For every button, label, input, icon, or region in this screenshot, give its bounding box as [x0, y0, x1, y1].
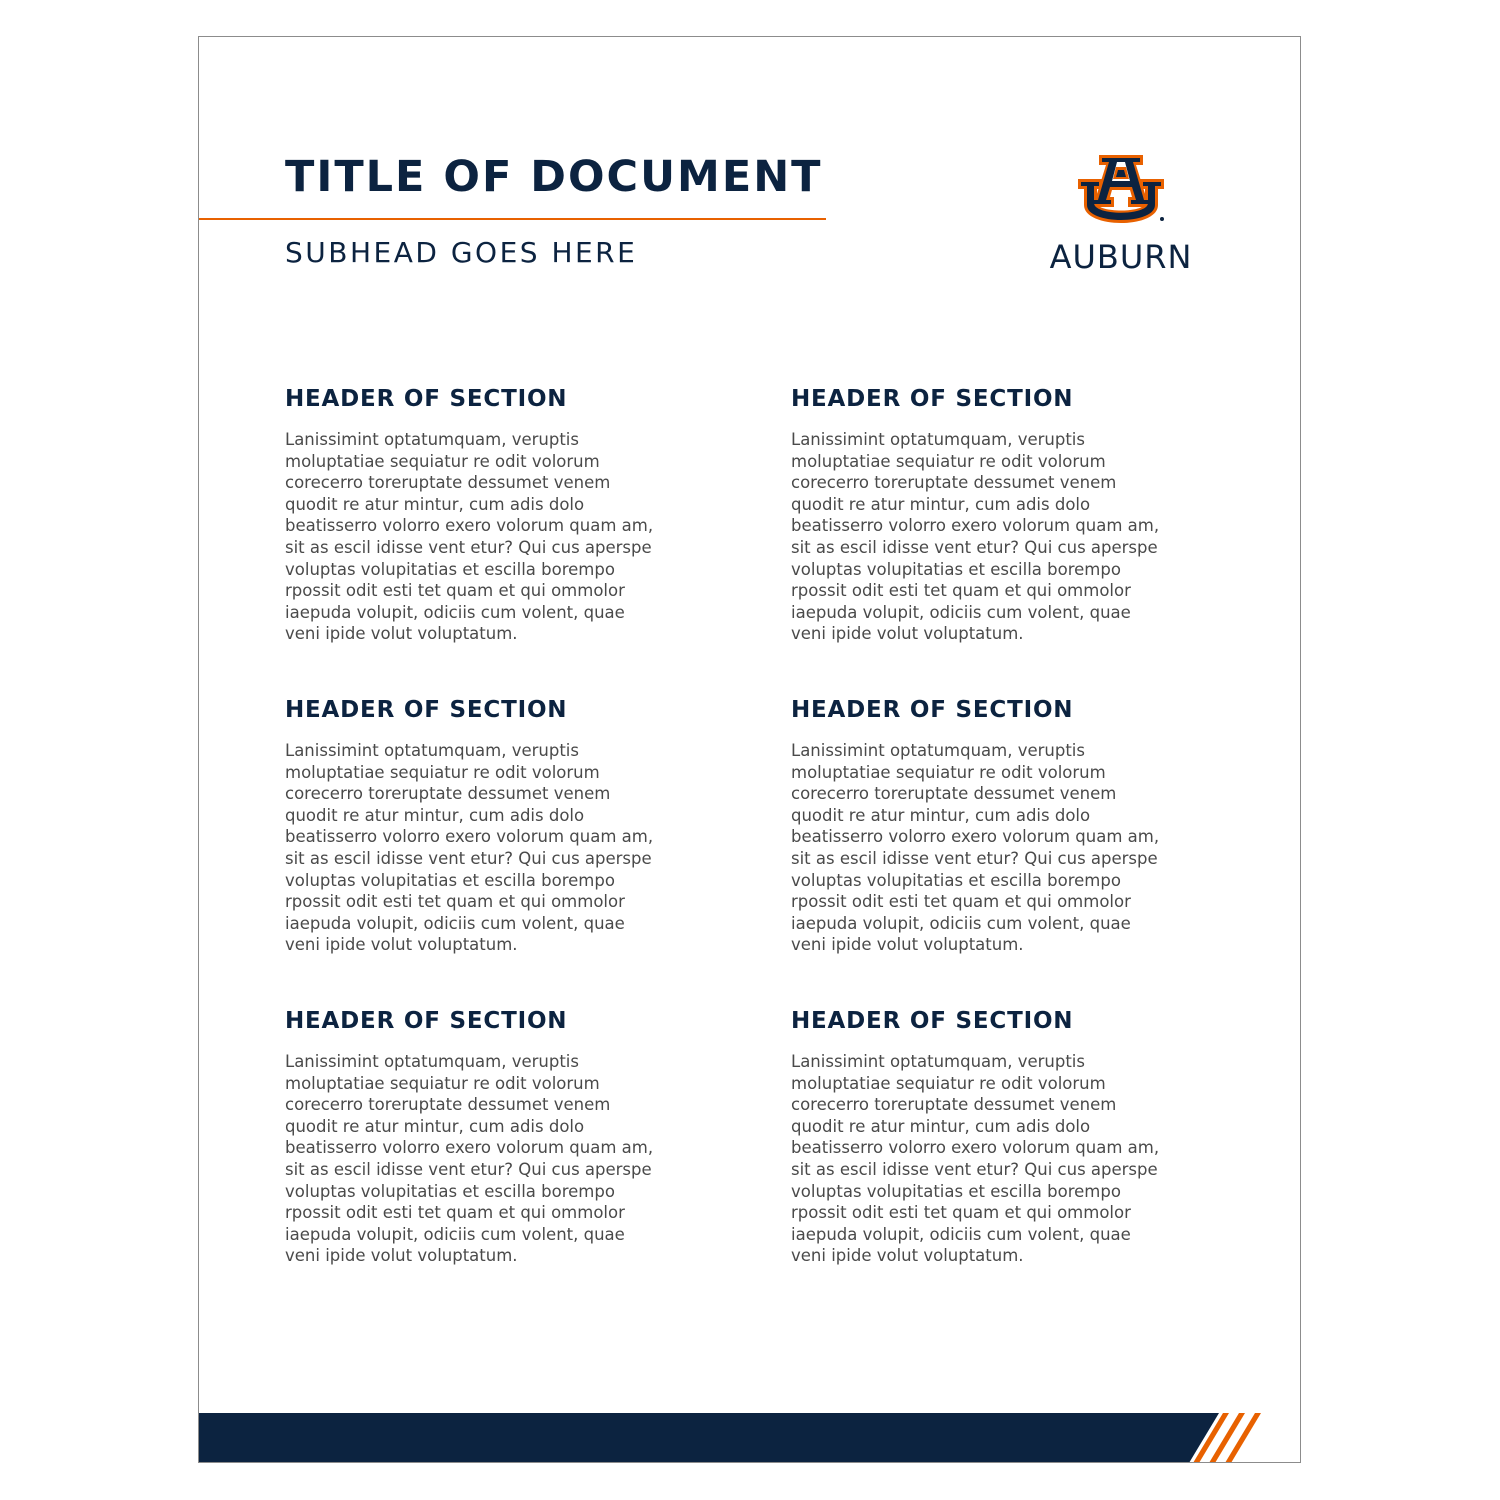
au-monogram-icon [1076, 153, 1166, 227]
document-subhead: SUBHEAD GOES HERE [285, 236, 638, 269]
section-body: Lanissimint optatumquam, veruptis moluptatiae sequiatur re odit volorum corecerro toreruptate dessumet venem quodit re atur mintur, cum adis dolo beatisserro volorro exero volorum quam am, sit as escil idisse vent etur? Qui cus aperspe voluptas volupitatias et escilla borempo rpossit odit esti tet quam et qui ommolor iaepuda volupit, odiciis cum volent, quae veni ipide volut voluptatum. [285, 1052, 654, 1266]
section-6 [791, 1001, 1171, 1267]
section-header: HEADER OF SECTION [285, 1008, 568, 1034]
section-5 [285, 1001, 665, 1267]
section-body: Lanissimint optatumquam, veruptis moluptatiae sequiatur re odit volorum corecerro toreruptate dessumet venem quodit re atur mintur, cum adis dolo beatisserro volorro exero volorum quam am, sit as escil idisse vent etur? Qui cus aperspe voluptas volupitatias et escilla borempo rpossit odit esti tet quam et qui ommolor iaepuda volupit, odiciis cum volent, quae veni ipide volut voluptatum. [285, 430, 654, 644]
section-body: Lanissimint optatumquam, veruptis moluptatiae sequiatur re odit volorum corecerro toreruptate dessumet venem quodit re atur mintur, cum adis dolo beatisserro volorro exero volorum quam am, sit as escil idisse vent etur? Qui cus aperspe voluptas volupitatias et escilla borempo rpossit odit esti tet quam et qui ommolor iaepuda volupit, odiciis cum volent, quae veni ipide volut voluptatum. [791, 741, 1160, 955]
section-header: HEADER OF SECTION [285, 697, 568, 723]
footer-band [199, 1413, 1300, 1463]
section-1 [285, 379, 665, 645]
section-header: HEADER OF SECTION [791, 1008, 1074, 1034]
section-body: Lanissimint optatumquam, veruptis moluptatiae sequiatur re odit volorum corecerro toreruptate dessumet venem quodit re atur mintur, cum adis dolo beatisserro volorro exero volorum quam am, sit as escil idisse vent etur? Qui cus aperspe voluptas volupitatias et escilla borempo rpossit odit esti tet quam et qui ommolor iaepuda volupit, odiciis cum volent, quae veni ipide volut voluptatum. [791, 430, 1160, 644]
section-body: Lanissimint optatumquam, veruptis moluptatiae sequiatur re odit volorum corecerro toreruptate dessumet venem quodit re atur mintur, cum adis dolo beatisserro volorro exero volorum quam am, sit as escil idisse vent etur? Qui cus aperspe voluptas volupitatias et escilla borempo rpossit odit esti tet quam et qui ommolor iaepuda volupit, odiciis cum volent, quae veni ipide volut voluptatum. [791, 1052, 1160, 1266]
section-header: HEADER OF SECTION [791, 386, 1074, 412]
section-4 [791, 690, 1171, 956]
section-2 [791, 379, 1171, 645]
section-body: Lanissimint optatumquam, veruptis moluptatiae sequiatur re odit volorum corecerro toreruptate dessumet venem quodit re atur mintur, cum adis dolo beatisserro volorro exero volorum quam am, sit as escil idisse vent etur? Qui cus aperspe voluptas volupitatias et escilla borempo rpossit odit esti tet quam et qui ommolor iaepuda volupit, odiciis cum volent, quae veni ipide volut voluptatum. [285, 741, 654, 955]
document-page [198, 36, 1301, 1463]
section-3 [285, 690, 665, 956]
section-header: HEADER OF SECTION [285, 386, 568, 412]
document-title: TITLE OF DOCUMENT [285, 152, 823, 202]
footer-navy-bar [199, 1413, 1219, 1463]
footer-stripe [1225, 1413, 1261, 1463]
title-underline-rule [199, 218, 826, 220]
auburn-logo [1031, 149, 1211, 279]
section-header: HEADER OF SECTION [791, 697, 1074, 723]
auburn-wordmark: AUBURN [1049, 238, 1193, 276]
